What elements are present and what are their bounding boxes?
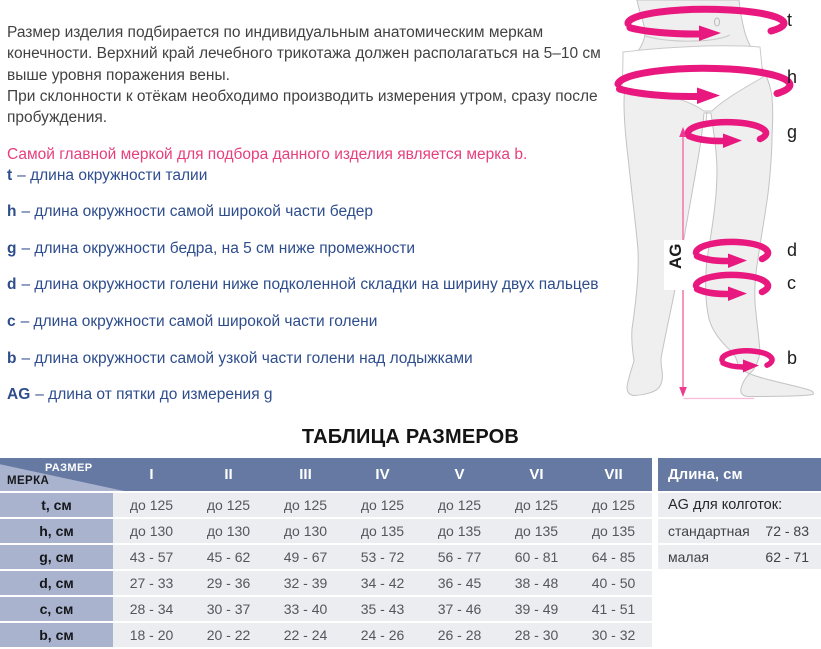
size-cell: до 135	[591, 523, 636, 539]
measurement-key: t	[7, 166, 13, 184]
measurement-key: AG	[7, 386, 31, 404]
measurement-def-d	[7, 259, 647, 296]
table-row-g	[0, 545, 652, 569]
size-cell: 43 - 57	[129, 549, 174, 565]
figure-label-h: h	[787, 67, 798, 87]
size-cell: до 125	[514, 497, 559, 513]
size-cell: до 130	[283, 523, 328, 539]
size-cell: 33 - 40	[283, 601, 328, 617]
table-row-b	[0, 623, 652, 647]
table-row-h	[0, 519, 652, 543]
measurement-key: b	[7, 349, 17, 367]
size-cell: 24 - 26	[360, 627, 405, 643]
measurement-key: d	[7, 276, 17, 294]
size-column-header: II	[224, 466, 233, 483]
size-cell: до 130	[129, 523, 174, 539]
measurement-def-h	[7, 186, 647, 223]
length-option-range: 72 - 83	[765, 523, 809, 539]
figure-label-t: t	[787, 10, 793, 30]
table-row-t	[0, 493, 652, 517]
size-cell: 56 - 77	[437, 549, 482, 565]
size-cell: 18 - 20	[129, 627, 174, 643]
intro-paragraph-2: При склонности к отёкам необходимо производить измерения утром, сразу после пробуждения.	[7, 87, 598, 126]
size-cell: 35 - 43	[360, 601, 405, 617]
size-table-header	[0, 458, 652, 491]
table-row-c	[0, 597, 652, 621]
row-label: g, см	[0, 545, 113, 569]
ag-label: AG	[666, 243, 685, 269]
size-column-header: VI	[529, 466, 544, 483]
size-cell: 28 - 34	[129, 601, 174, 617]
size-table	[0, 458, 652, 647]
length-option-small	[658, 545, 821, 569]
row-label: t, см	[0, 493, 113, 517]
navel	[715, 18, 720, 26]
row-values	[113, 545, 652, 569]
corner-label-measure: МЕРКА	[7, 475, 50, 487]
measurement-def-c	[7, 295, 647, 332]
measurement-desc: – длина окружности голени ниже подколенной складки на ширину двух пальцев	[21, 276, 599, 294]
measurement-def-t	[7, 149, 647, 186]
length-panel-header: Длина, см	[658, 458, 821, 491]
row-label: c, см	[0, 597, 113, 621]
size-cell: 36 - 45	[437, 575, 482, 591]
size-cell: 53 - 72	[360, 549, 405, 565]
measurement-key: h	[7, 203, 17, 221]
measurement-def-g	[7, 222, 647, 259]
size-cell: до 125	[283, 497, 328, 513]
size-cell: до 135	[437, 523, 482, 539]
measurement-desc: – длина от пятки до измерения g	[35, 386, 273, 404]
size-cell: до 125	[360, 497, 405, 513]
figure-label-c: c	[787, 273, 796, 293]
row-values	[113, 597, 652, 621]
size-cell: 37 - 46	[437, 601, 482, 617]
length-option-name: стандартная	[668, 523, 750, 539]
size-cell: 39 - 49	[514, 601, 559, 617]
size-column-header: III	[299, 466, 312, 483]
length-option-standard	[658, 519, 821, 543]
corner-cell	[0, 458, 113, 491]
size-cell: до 135	[514, 523, 559, 539]
size-cell: до 125	[206, 497, 251, 513]
size-cell: 30 - 37	[206, 601, 251, 617]
size-cell: 38 - 48	[514, 575, 559, 591]
table-row-d	[0, 571, 652, 595]
size-cell: 49 - 67	[283, 549, 328, 565]
figure-label-d: d	[787, 240, 798, 260]
corner-label-size: РАЗМЕР	[45, 462, 93, 474]
length-panel-subtitle: AG для колготок:	[658, 493, 821, 517]
measurement-desc: – длина окружности талии	[17, 166, 208, 184]
row-label: d, см	[0, 571, 113, 595]
intro-paragraph-1: Размер изделия подбирается по индивидуальным анатомическим меркам конечности. Верхний край лечебного трикотажа должен располагаться на 5–10 см выше уровня поражения вены.	[7, 23, 601, 84]
size-cell: 22 - 24	[283, 627, 328, 643]
size-table-title: ТАБЛИЦА РАЗМЕРОВ	[301, 426, 520, 448]
body-measurement-diagram	[621, 0, 821, 420]
size-cell: 26 - 28	[437, 627, 482, 643]
figure-label-b: b	[787, 348, 798, 368]
row-values	[113, 493, 652, 517]
size-cell: 32 - 39	[283, 575, 328, 591]
size-cell: до 125	[129, 497, 174, 513]
size-cell: 41 - 51	[591, 601, 636, 617]
size-cell: до 135	[360, 523, 405, 539]
measurement-def-ag	[7, 369, 647, 406]
length-option-name: малая	[668, 549, 709, 565]
size-cell: до 125	[437, 497, 482, 513]
size-cell: 30 - 32	[591, 627, 636, 643]
highlight-note: Самой главной меркой для подбора данного изделия является мерка b.	[7, 145, 528, 163]
row-label: h, см	[0, 519, 113, 543]
row-label: b, см	[0, 623, 113, 647]
measurement-desc: – длина окружности самой широкой части бедер	[21, 203, 374, 221]
measurement-key: c	[7, 312, 16, 330]
size-column-header: VII	[604, 466, 623, 483]
measurement-desc: – длина окружности самой узкой части голени над лодыжками	[21, 349, 473, 367]
size-column-header: IV	[375, 466, 390, 483]
measurement-desc: – длина окружности бедра, на 5 см ниже промежности	[21, 239, 416, 257]
size-column-header: V	[454, 466, 465, 483]
length-panel	[658, 458, 821, 569]
size-cell: 64 - 85	[591, 549, 636, 565]
size-cell: до 130	[206, 523, 251, 539]
size-cell: 27 - 33	[129, 575, 174, 591]
measurement-definitions	[7, 149, 647, 405]
figure-label-g: g	[787, 122, 798, 142]
row-values	[113, 623, 652, 647]
row-values	[113, 571, 652, 595]
size-column-header: I	[149, 466, 154, 483]
size-cell: до 125	[591, 497, 636, 513]
size-cell: 28 - 30	[514, 627, 559, 643]
measurement-desc: – длина окружности самой широкой части голени	[20, 312, 378, 330]
size-cell: 34 - 42	[360, 575, 405, 591]
size-cell: 45 - 62	[206, 549, 251, 565]
size-cell: 29 - 36	[206, 575, 251, 591]
size-cell: 60 - 81	[514, 549, 559, 565]
row-values	[113, 519, 652, 543]
measurement-def-b	[7, 332, 647, 369]
size-cell: 20 - 22	[206, 627, 251, 643]
measurement-key: g	[7, 239, 17, 257]
length-option-range: 62 - 71	[765, 549, 809, 565]
size-cell: 40 - 50	[591, 575, 636, 591]
